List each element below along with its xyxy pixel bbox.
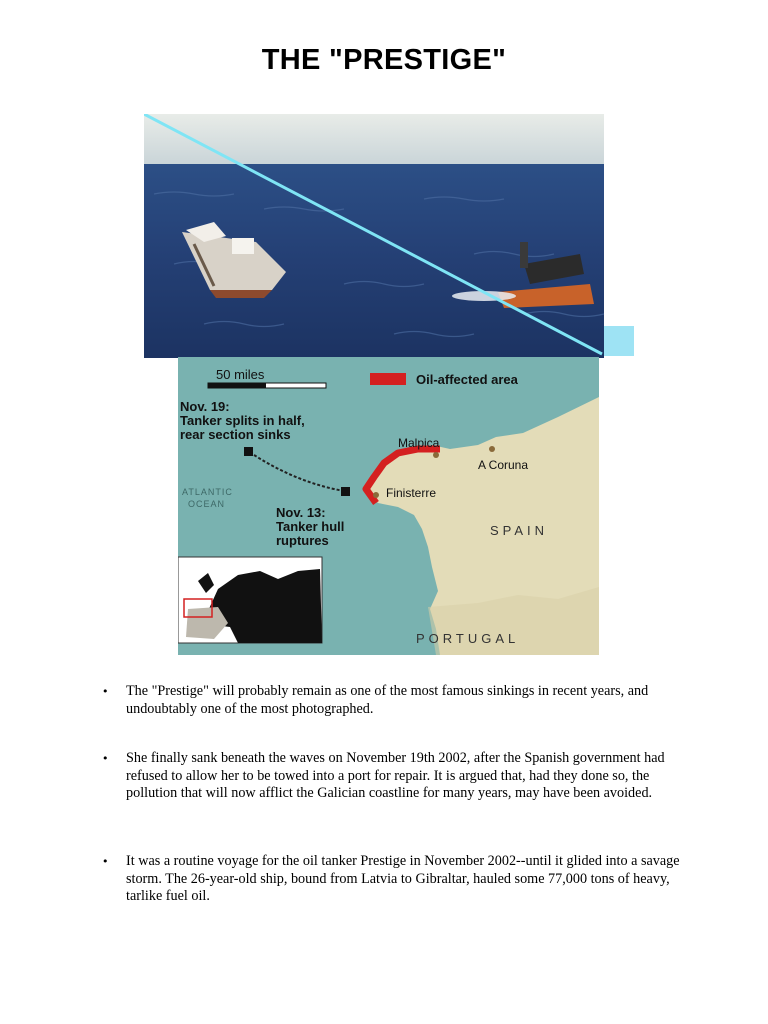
list-item: [102, 750, 702, 803]
event-nov19-line3: rear section sinks: [180, 427, 291, 442]
event-nov13-line3: ruptures: [276, 533, 329, 548]
legend-label: Oil-affected area: [416, 372, 518, 387]
legend-swatch: [370, 373, 406, 385]
page-title: THE "PRESTIGE": [261, 44, 507, 76]
scale-label: 50 miles: [216, 367, 265, 382]
oil-spill-map: [178, 357, 599, 655]
ocean-label-line2: OCEAN: [188, 499, 226, 509]
list-item: [102, 683, 702, 718]
bullet-text: She finally sank beneath the waves on November 19th 2002, after the Spanish government had refused to allow her to be towed into a port for repair. It is argued that, had they done so, the pollution that will now afflict the Galician coastline for many years, may have been avoided.: [126, 750, 665, 801]
bullet-icon: •: [102, 855, 109, 868]
sinking-location-marker: [244, 447, 253, 456]
place-finisterre: Finisterre: [386, 486, 437, 500]
bullet-text: The "Prestige" will probably remain as one of the most famous sinkings in recent years, and undoubtably one of the most photographed.: [126, 683, 649, 717]
country-spain: SPAIN: [490, 523, 549, 538]
ocean-label-line1: ATLANTIC: [182, 487, 233, 497]
event-nov19-line2: Tanker splits in half,: [180, 413, 305, 428]
bullet-icon: •: [102, 685, 109, 698]
rupture-location-marker: [341, 487, 350, 496]
sinking-tanker-photo: [144, 114, 634, 358]
country-portugal: PORTUGAL: [416, 631, 520, 646]
place-coruna: A Coruna: [478, 458, 529, 472]
event-nov13-date: Nov. 13:: [276, 505, 326, 520]
europe-inset-map: [178, 557, 322, 643]
event-nov19-date: Nov. 19:: [180, 399, 230, 414]
place-malpica: Malpica: [398, 436, 440, 450]
list-item: [102, 853, 702, 906]
event-nov13-line2: Tanker hull: [276, 519, 345, 534]
bullet-icon: •: [102, 752, 109, 765]
bullet-text: It was a routine voyage for the oil tanker Prestige in November 2002--until it glided into a savage storm. The 26-year-old ship, bound from Latvia to Gibraltar, hauled some 77,000 tons of heavy, tarlike fuel oil.: [126, 853, 680, 904]
